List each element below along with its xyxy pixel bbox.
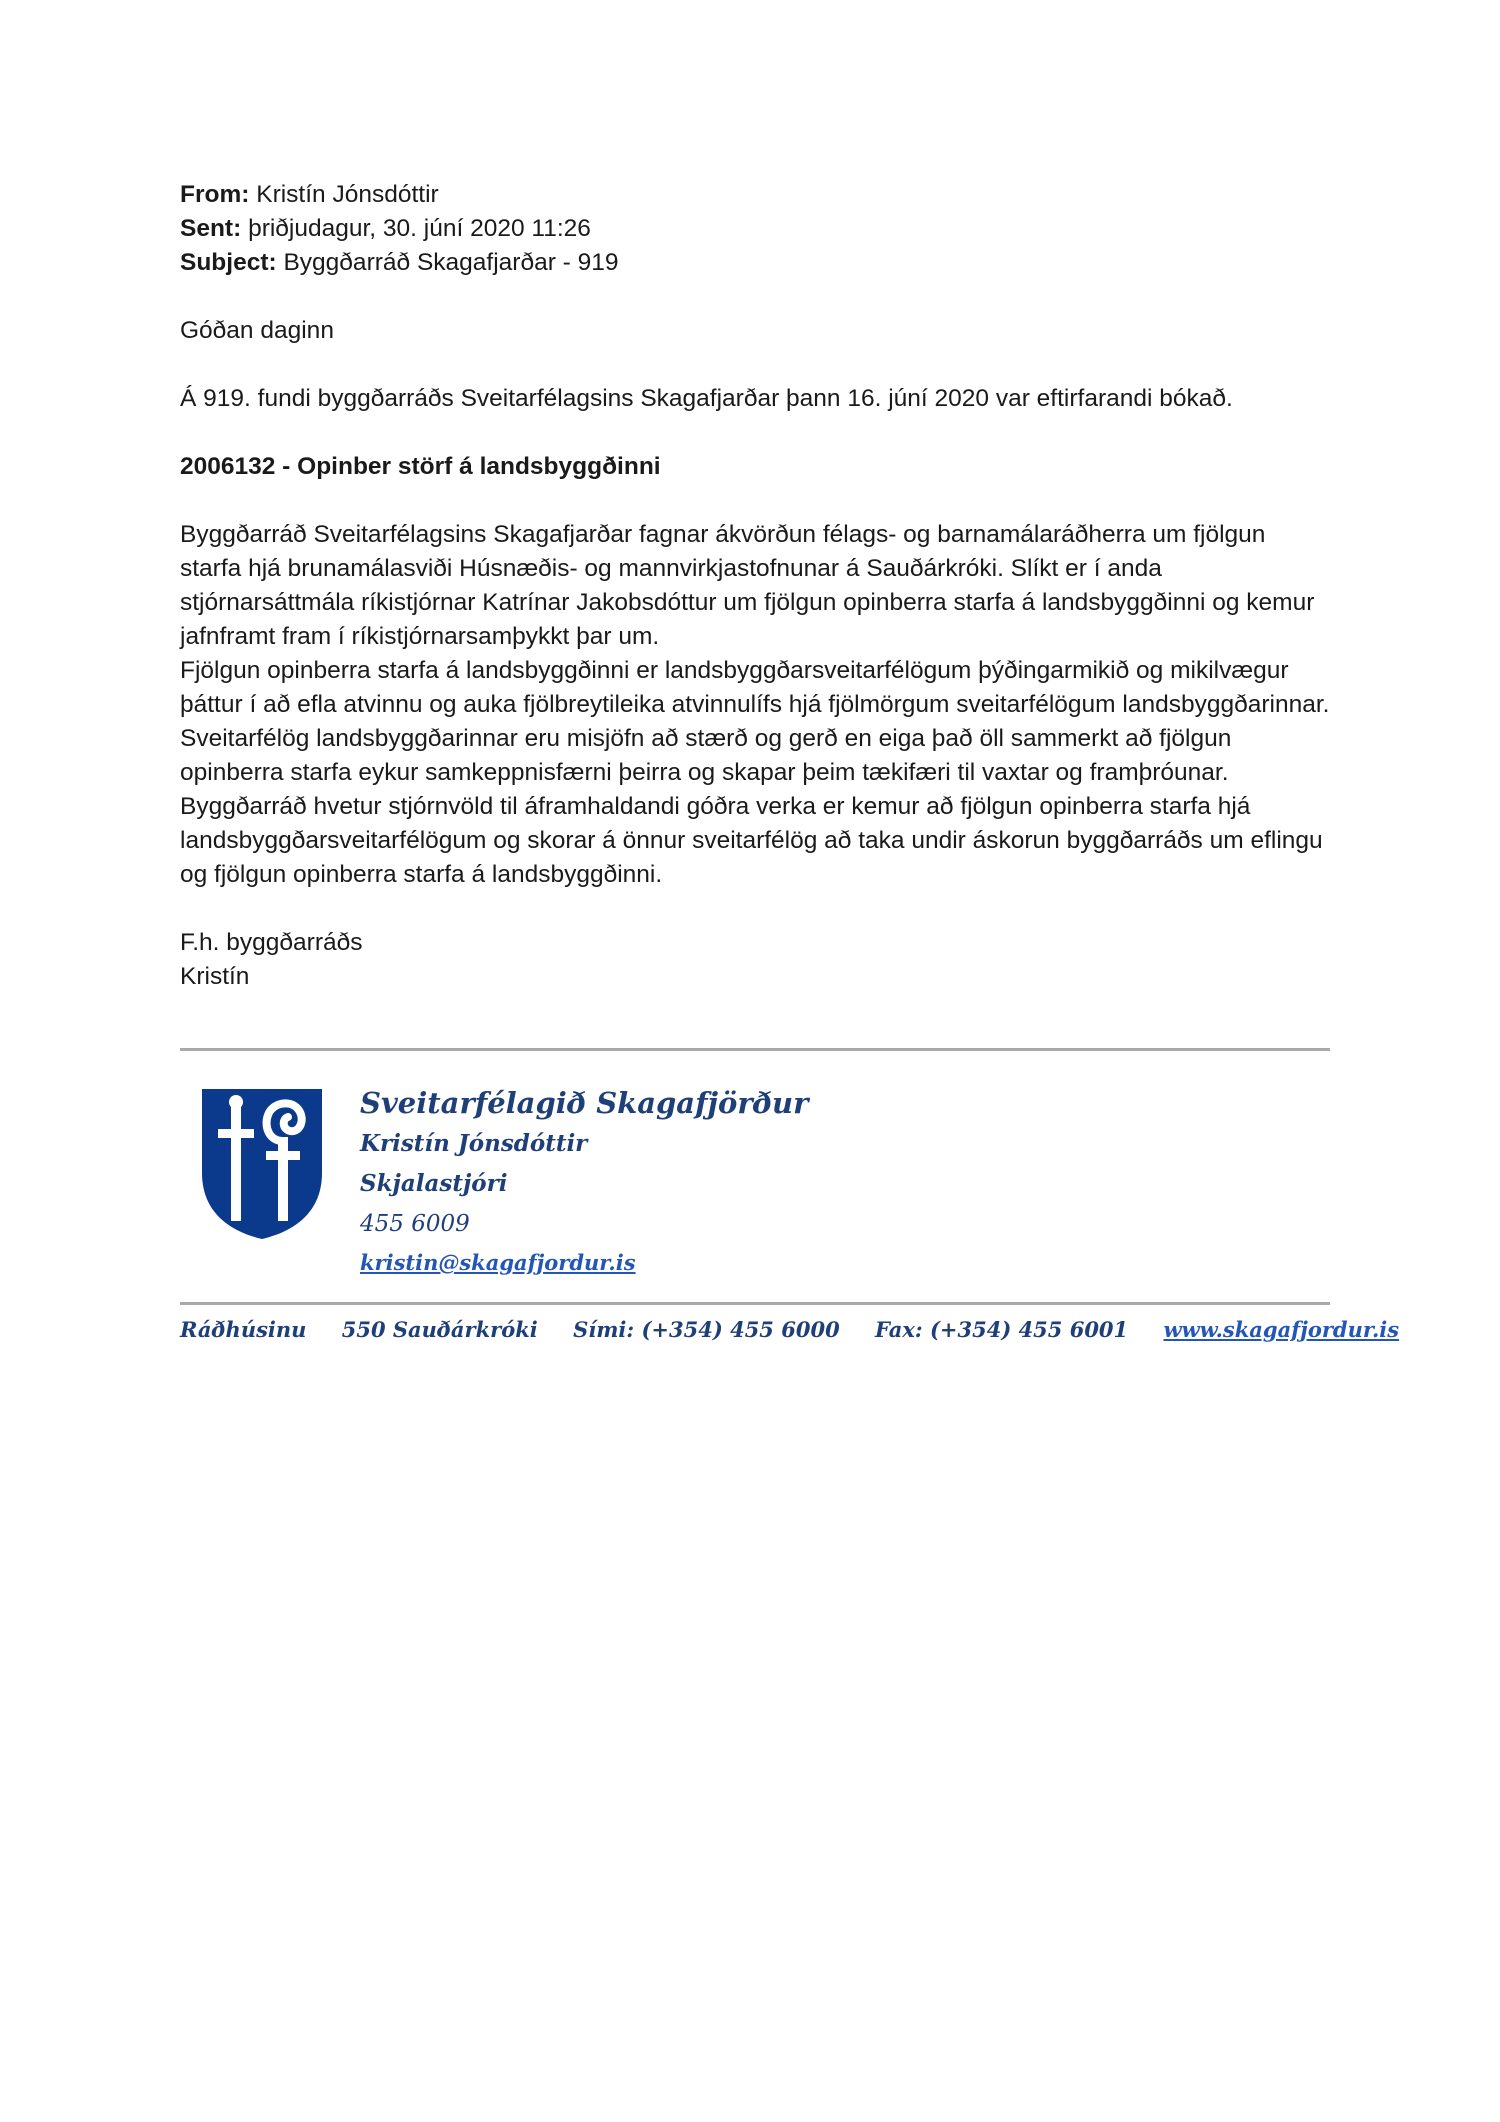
greeting: Góðan daginn bbox=[180, 317, 334, 344]
paragraph-3: Byggðarráð hvetur stjórnvöld til áframhaldandi góðra verka er kemur að fjölgun opinberra starfa hjá landsbyggðarsveitarfélögum og skorar á önnur sveitarfélög að taka undir áskorun byggðarráðs um eflingu og fjölgun opinberra starfa á landsbyggðinni. bbox=[180, 793, 1323, 888]
signature-divider-top bbox=[180, 1048, 1330, 1051]
footer-fax: Fax: (+354) 455 6001 bbox=[875, 1317, 1129, 1342]
paragraph-2: Fjölgun opinberra starfa á landsbyggðinni er landsbyggðarsveitarfélögum þýðingarmikið og mikilvægur þáttur í að efla atvinnu og auka fjölbreytileika atvinnulífs hjá fjölmörgum sveitarfélögum landsbyggðarinnar. Sveitarfélög landsbyggðarinnar eru misjöfn að stærð og gerð en eiga það öll sammerkt að fjölgun opinberra starfa eykur samkeppnisfærni þeirra og skapar þeim tækifæri til vaxtar og framþróunar. bbox=[180, 657, 1330, 786]
sent-label: Sent: bbox=[180, 215, 242, 242]
signature-name: Kristín Jónsdóttir bbox=[360, 1130, 588, 1157]
from-label: From: bbox=[180, 181, 250, 208]
signature-email-link[interactable]: kristin@skagafjordur.is bbox=[360, 1250, 636, 1275]
signature-divider-bottom bbox=[180, 1302, 1330, 1305]
signature-title: Skjalastjóri bbox=[360, 1170, 508, 1197]
signature-organization: Sveitarfélagið Skagafjörður bbox=[360, 1086, 809, 1120]
footer-phone: Sími: (+354) 455 6000 bbox=[573, 1317, 840, 1342]
signature-phone: 455 6009 bbox=[360, 1211, 470, 1237]
email-signature bbox=[360, 1082, 808, 1282]
footer-building: Ráðhúsinu bbox=[180, 1317, 307, 1342]
subject-line bbox=[180, 246, 1330, 280]
sent-value: þriðjudagur, 30. júní 2020 11:26 bbox=[248, 215, 591, 242]
from-value: Kristín Jónsdóttir bbox=[256, 181, 439, 208]
email-document bbox=[180, 178, 1330, 994]
intro-text: Á 919. fundi byggðarráðs Sveitarfélagsins Skagafjarðar þann 16. júní 2020 var eftirfarandi bókað. bbox=[180, 385, 1233, 412]
paragraph-1: Byggðarráð Sveitarfélagsins Skagafjarðar fagnar ákvörðun félags- og barnamálaráðherra um fjölgun starfa hjá brunamálasviði Húsnæðis- og mannvirkjastofnunar á Sauðárkróki. Slíkt er í anda stjórnarsáttmála ríkistjórnar Katrínar Jakobsdóttur um fjölgun opinberra starfa á landsbyggðinni og kemur jafnframt fram í ríkistjórnarsamþykkt þar um. bbox=[180, 521, 1315, 650]
footer-postal: 550 Sauðárkróki bbox=[341, 1317, 538, 1342]
signature-footer bbox=[180, 1312, 1400, 1348]
closing-name: Kristín bbox=[180, 963, 250, 990]
closing-text: F.h. byggðarráðs bbox=[180, 929, 363, 956]
case-title: 2006132 - Opinber störf á landsbyggðinni bbox=[180, 453, 661, 480]
subject-value: Byggðarráð Skagafjarðar - 919 bbox=[283, 249, 619, 276]
subject-label: Subject: bbox=[180, 249, 277, 276]
from-line bbox=[180, 178, 1330, 212]
footer-website-link[interactable]: www.skagafjordur.is bbox=[1163, 1317, 1400, 1342]
sent-line bbox=[180, 212, 1330, 246]
municipal-crest-icon bbox=[198, 1085, 326, 1241]
